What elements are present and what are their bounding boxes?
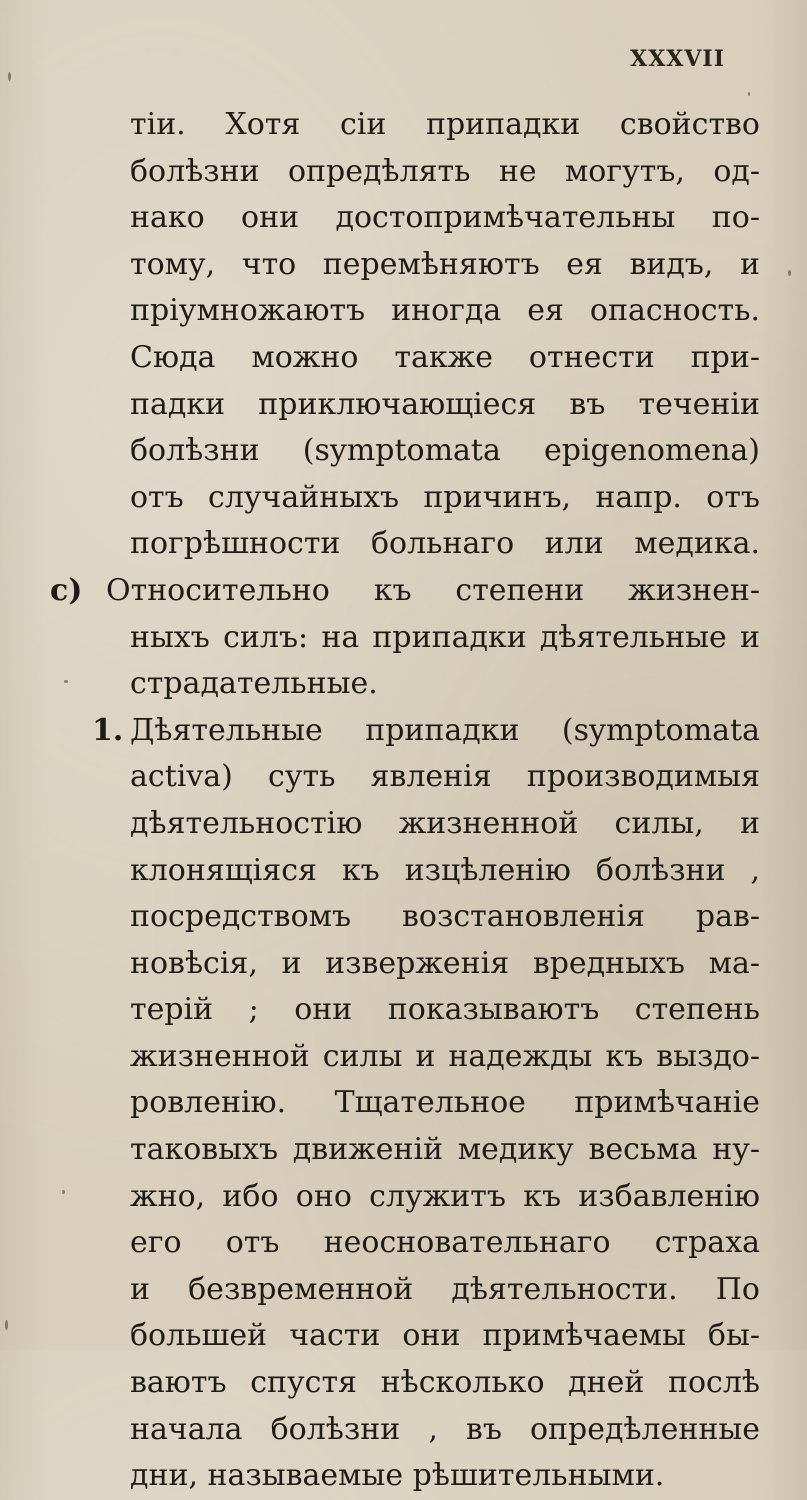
text-line: жно, ибо оно служитъ къ избавленiю: [130, 1178, 760, 1214]
text-line: начала болѣзни , въ опредѣленные: [130, 1411, 760, 1447]
text-line: посредствомъ возстановленiя рав-: [130, 899, 760, 935]
section-c-marker: c): [50, 572, 83, 608]
text-line: его отъ неосновательнаго страха: [130, 1225, 760, 1261]
text-line: activa) суть явленiя производимыя: [130, 759, 760, 795]
paper-speck: [748, 92, 750, 96]
text-line: ныхъ силъ: на припадки дѣятельные и: [130, 619, 760, 655]
item-1-marker: 1.: [92, 712, 124, 748]
text-line: страдательные.: [130, 666, 378, 702]
text-line: клонящiяся къ изцѣленiю болѣзни ,: [130, 852, 760, 888]
item-1-text: Дѣятельные припадки (symptomata: [130, 712, 760, 748]
text-line: дни, называемые рѣшительными.: [130, 1458, 665, 1494]
text-line: дѣятельностiю жизненной силы, и: [130, 805, 760, 841]
text-line: болѣзни опредѣлять не могутъ, од-: [130, 153, 760, 189]
paper-speck: [5, 1320, 8, 1330]
paper-speck: [62, 1190, 65, 1194]
text-line: терiй ; они показываютъ степень: [130, 992, 760, 1028]
text-line: таковыхъ движенiй медику весьма ну-: [130, 1132, 760, 1168]
text-line: новѣсiя, и изверженiя вредныхъ ма-: [130, 945, 760, 981]
paper-speck: [788, 270, 791, 276]
item-1-first-line: [92, 708, 760, 755]
body-text: [50, 102, 760, 1500]
paper-speck: [64, 680, 68, 683]
text-line: жизненной силы и надежды къ выздо-: [130, 1038, 760, 1074]
paper-speck: [8, 72, 11, 81]
text-line: и безвременной дѣятельности. По: [130, 1271, 760, 1307]
text-line: падки приключающiеся въ теченiи: [130, 386, 760, 422]
text-line: ровленiю. Тщательное примѣчанiе: [130, 1085, 760, 1121]
text-line: прiумножаютъ иногда ея опасность.: [130, 293, 760, 329]
text-line: погрѣшности больнаго или медика.: [130, 526, 760, 562]
page-number: XXXVII: [630, 46, 725, 72]
text-line: отъ случайныхъ причинъ, напр. отъ: [130, 479, 760, 515]
section-c-first-line: [50, 568, 760, 615]
text-line: тому, что перемѣняютъ ея видъ, и: [130, 246, 760, 282]
text-line: большей части они примѣчаемы бы-: [130, 1318, 760, 1354]
text-line: ваютъ спустя нѣсколько дней послѣ: [130, 1365, 760, 1401]
text-line: тiи. Хотя сiи припадки свойство: [130, 107, 760, 142]
text-line: Сюда можно также отнести при-: [130, 339, 760, 375]
section-c-text: Относительно къ степени жизнен-: [106, 572, 760, 608]
text-line: нако они достопримѣчательны по-: [130, 200, 760, 236]
text-line: болѣзни (symptomata epigenomena): [130, 433, 760, 469]
